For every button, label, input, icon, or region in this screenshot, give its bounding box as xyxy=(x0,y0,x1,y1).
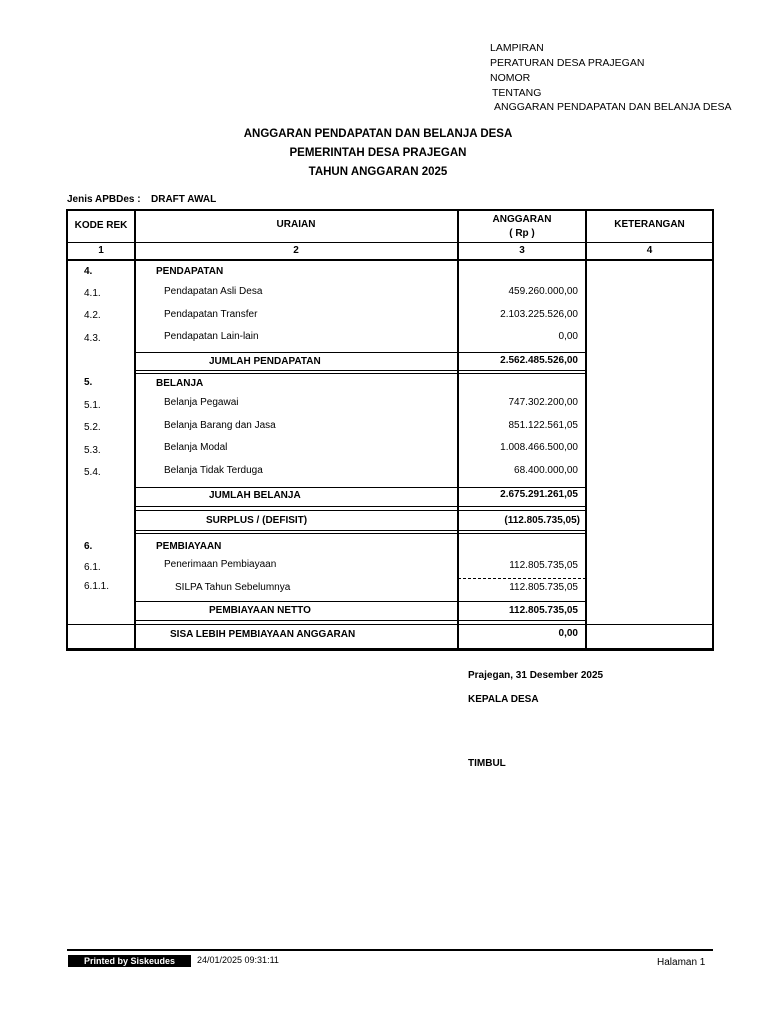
jumlah-pendapatan-label: JUMLAH PENDAPATAN xyxy=(209,356,321,367)
jenis-value: DRAFT AWAL xyxy=(151,194,217,205)
jumlah-belanja-value: 2.675.291.261,05 xyxy=(500,489,578,500)
nilai-barang: 851.122.561,05 xyxy=(508,420,578,431)
print-timestamp: 24/01/2025 09:31:11 xyxy=(197,955,279,965)
uraian-pendapatan: PENDAPATAN xyxy=(156,266,224,277)
uraian-silpa: SILPA Tahun Sebelumnya xyxy=(175,582,291,593)
header-line-anggaran: ANGGARAN PENDAPATAN DAN BELANJA DESA xyxy=(494,101,732,113)
header-line-nomor: NOMOR xyxy=(490,72,531,84)
signature-role: KEPALA DESA xyxy=(468,694,539,705)
page-number: Halaman 1 xyxy=(657,957,706,968)
uraian-penerimaan: Penerimaan Pembiayaan xyxy=(164,559,277,570)
kode-modal: 5.3. xyxy=(84,445,101,456)
nilai-tidak-terduga: 68.400.000,00 xyxy=(514,465,578,476)
doc-title-line2: PEMERINTAH DESA PRAJEGAN xyxy=(289,147,467,159)
doc-title-line1: ANGGARAN PENDAPATAN DAN BELANJA DESA xyxy=(243,128,513,140)
jumlah-pendapatan-value: 2.562.485.526,00 xyxy=(500,355,578,366)
kode-pendapatan: 4. xyxy=(84,266,93,277)
pembiayaan-netto-label: PEMBIAYAAN NETTO xyxy=(209,605,311,616)
nilai-pegawai: 747.302.200,00 xyxy=(508,397,578,408)
pembiayaan-netto-value: 112.805.735,05 xyxy=(509,605,578,616)
jenis-label: Jenis APBDes : xyxy=(67,194,141,205)
uraian-pembiayaan: PEMBIAYAAN xyxy=(156,541,222,552)
uraian-pad: Pendapatan Asli Desa xyxy=(164,286,263,297)
col-anggaran-unit: ( Rp ) xyxy=(509,228,535,239)
uraian-lain: Pendapatan Lain-lain xyxy=(164,331,259,342)
jumlah-belanja-label: JUMLAH BELANJA xyxy=(209,490,301,501)
header-line-tentang: TENTANG xyxy=(492,87,542,99)
col-keterangan: KETERANGAN xyxy=(614,219,685,230)
uraian-barang: Belanja Barang dan Jasa xyxy=(164,420,276,431)
uraian-transfer: Pendapatan Transfer xyxy=(164,309,258,320)
nilai-silpa: 112.805.735,05 xyxy=(509,582,578,593)
header-line-peraturan: PERATURAN DESA PRAJEGAN xyxy=(490,57,645,69)
uraian-modal: Belanja Modal xyxy=(164,442,228,453)
kode-transfer: 4.2. xyxy=(84,310,101,321)
col-number-2: 2 xyxy=(293,245,299,256)
nilai-pad: 459.260.000,00 xyxy=(508,286,578,297)
header-line-lampiran: LAMPIRAN xyxy=(490,42,544,54)
nilai-lain: 0,00 xyxy=(558,331,578,342)
kode-silpa: 6.1.1. xyxy=(84,581,110,592)
surplus-value: (112.805.735,05) xyxy=(504,515,580,526)
surplus-label: SURPLUS / (DEFISIT) xyxy=(206,515,308,526)
kode-belanja: 5. xyxy=(84,377,93,388)
kode-barang: 5.2. xyxy=(84,422,101,433)
kode-penerimaan: 6.1. xyxy=(84,562,101,573)
kode-tidak-terduga: 5.4. xyxy=(84,467,101,478)
kode-pad: 4.1. xyxy=(84,288,101,299)
col-uraian: URAIAN xyxy=(276,219,316,230)
signature-place-date: Prajegan, 31 Desember 2025 xyxy=(468,670,604,681)
col-number-4: 4 xyxy=(646,245,653,256)
kode-lain: 4.3. xyxy=(84,333,101,344)
uraian-pegawai: Belanja Pegawai xyxy=(164,397,239,408)
silpa-akhir-label: SISA LEBIH PEMBIAYAAN ANGGARAN xyxy=(170,629,356,640)
kode-pegawai: 5.1. xyxy=(84,400,101,411)
doc-title-line3: TAHUN ANGGARAN 2025 xyxy=(308,166,448,178)
col-kode-rek: KODE REK xyxy=(74,220,128,231)
col-number-3: 3 xyxy=(519,245,525,256)
printed-by-badge: Printed by Siskeudes xyxy=(68,955,191,967)
signature-name: TIMBUL xyxy=(468,758,506,769)
col-anggaran: ANGGARAN xyxy=(492,214,552,225)
kode-pembiayaan: 6. xyxy=(84,541,93,552)
silpa-akhir-value: 0,00 xyxy=(558,628,578,639)
col-number-1: 1 xyxy=(98,245,104,256)
uraian-tidak-terduga: Belanja Tidak Terduga xyxy=(164,465,263,476)
nilai-transfer: 2.103.225.526,00 xyxy=(500,309,578,320)
nilai-penerimaan: 112.805.735,05 xyxy=(509,560,578,571)
nilai-modal: 1.008.466.500,00 xyxy=(500,442,578,453)
uraian-belanja: BELANJA xyxy=(156,378,204,389)
